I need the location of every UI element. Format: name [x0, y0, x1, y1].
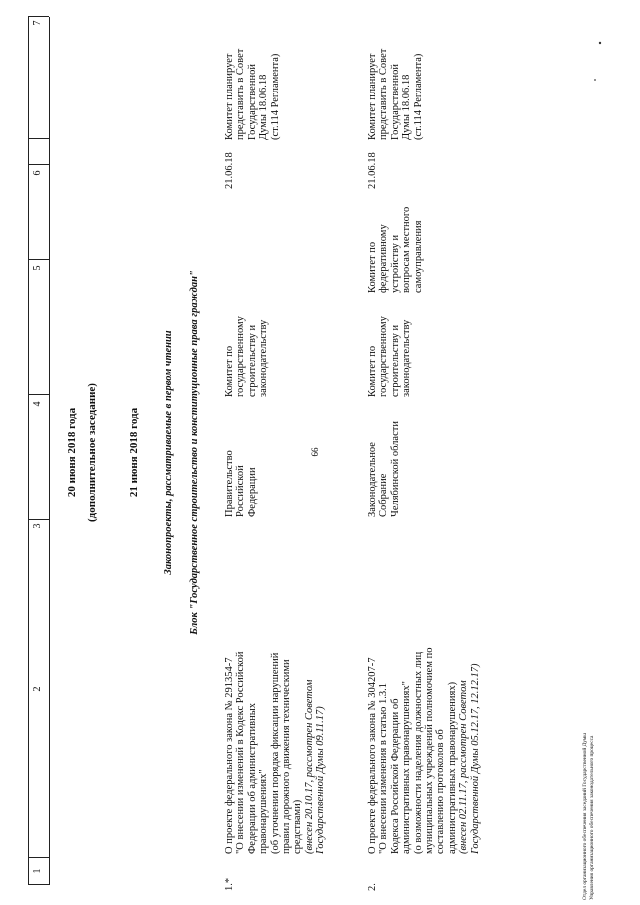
session-date: 20 июня 2018 года: [66, 407, 78, 498]
scan-speck: [594, 79, 596, 81]
row-1-title-line: правонарушениях": [258, 769, 270, 854]
row-1-committee-line: Комитет по: [224, 345, 235, 397]
column-header-7: 7: [32, 20, 43, 26]
row-1-remark-line: Комитет планирует: [224, 53, 235, 140]
block-title: Блок "Государственное строительство и конституционные права граждан": [189, 270, 200, 635]
row-2-title-line: муниципальных учреждений полномочием по: [424, 647, 436, 854]
row-2-remark-line: представить в Совет: [378, 48, 390, 140]
row-1-remark-line: представить в Совет: [235, 48, 247, 140]
row-1-note-line: (внесен 20.10.17, рассмотрен Советом: [303, 679, 315, 854]
row-1-committee-line: государственному: [235, 316, 247, 397]
row-2-committee-line: Комитет по: [367, 345, 378, 397]
row-1-number: 1.*: [224, 877, 235, 891]
row-2-title-line: составлению протоколов об: [435, 729, 447, 854]
row-1-date: 21.06.18: [224, 152, 235, 189]
row-1-remark-line: Думы 18.06.18: [258, 74, 270, 140]
column-header-6: 6: [32, 170, 43, 176]
row-2-initiator-line: Законодательное: [367, 442, 378, 517]
session-note: (дополнительное заседание): [86, 383, 98, 522]
row-1-remark-line: Государственной: [246, 64, 258, 140]
row-1-committee-line: законодательству: [258, 319, 270, 397]
row-1-note-line: Государственной Думы 09.11.17): [315, 706, 327, 854]
row-2-title-line: Кодекса Российской Федерации об: [389, 698, 401, 854]
row-2-note-line: Государственной Думы 05.12.17, 12.12.17): [469, 663, 481, 854]
footer-line: Отдел организационного обеспечения заседаний Государственной Думы: [582, 733, 588, 900]
row-2-co-committee-line: Комитет по: [367, 241, 378, 293]
row-2-initiator-line: Челябинской области: [389, 421, 401, 517]
column-header-2: 2: [32, 686, 43, 692]
row-2-remark-line: Комитет планирует: [367, 53, 378, 140]
column-header-1: 1: [32, 868, 43, 874]
row-2-remark-line: Думы 18.06.18: [401, 74, 413, 140]
row-1-title-line: (об уточнении порядка фиксации нарушений: [269, 652, 281, 854]
row-1-initiator-line: Российской: [235, 465, 247, 517]
footer-line: Управления организационного обеспечения законодательного процесса: [589, 735, 595, 900]
section-title: Законопроекты, рассматриваемые в первом чтении: [163, 330, 174, 575]
session-date-2: 21 июня 2018 года: [128, 407, 140, 498]
column-header-4: 4: [32, 401, 43, 407]
row-2-committee-line: государственному: [378, 316, 390, 397]
row-2-date: 21.06.18: [367, 152, 378, 189]
row-2-title-line: административных правонарушениях): [446, 681, 458, 854]
row-2-co-committee-line: самоуправления: [412, 220, 424, 293]
row-2-title-line: (о возможности наделения должностных лиц: [412, 651, 424, 854]
row-1-remark-line: (ст.114 Регламента): [269, 53, 281, 140]
page-number: 66: [310, 447, 320, 457]
row-1-title-line: Федерации об административных: [246, 702, 258, 854]
row-2-remark-line: Государственной: [389, 64, 401, 140]
row-2-title-line: "О внесении изменения в статью 1.3.1: [378, 682, 390, 854]
row-2-committee-line: законодательству: [401, 319, 413, 397]
row-2-note-line: (внесен 02.11.17, рассмотрен Советом: [458, 680, 470, 854]
row-2-committee-line: строительству и: [389, 324, 401, 397]
row-2-co-committee-line: устройству и: [389, 234, 401, 293]
row-1-initiator-line: Правительство: [224, 450, 235, 517]
row-2-title-line: административных правонарушениях": [401, 681, 413, 854]
column-header-5: 5: [32, 265, 43, 271]
row-2-co-committee-line: вопросам местного: [401, 206, 413, 293]
row-1-title-line: правил дорожного движения техническими: [281, 659, 293, 854]
row-2-initiator-line: Собрание: [378, 473, 390, 517]
row-1-title-line: "О внесении изменений в Кодекс Российской: [235, 651, 247, 854]
row-2-co-committee-line: федеративному: [378, 224, 390, 293]
row-2-number: 2.: [367, 883, 378, 891]
row-1-initiator-line: Федерации: [246, 467, 258, 517]
scan-speck: [599, 42, 601, 44]
row-1-title-line: средствами): [292, 799, 304, 854]
row-2-remark-line: (ст.114 Регламента): [412, 53, 424, 140]
row-2-title-line: О проекте федерального закона № 304207-7: [367, 657, 378, 854]
row-1-committee-line: строительству и: [246, 324, 258, 397]
row-1-title-line: О проекте федерального закона № 291354-7: [224, 657, 235, 854]
column-header-3: 3: [32, 523, 43, 529]
